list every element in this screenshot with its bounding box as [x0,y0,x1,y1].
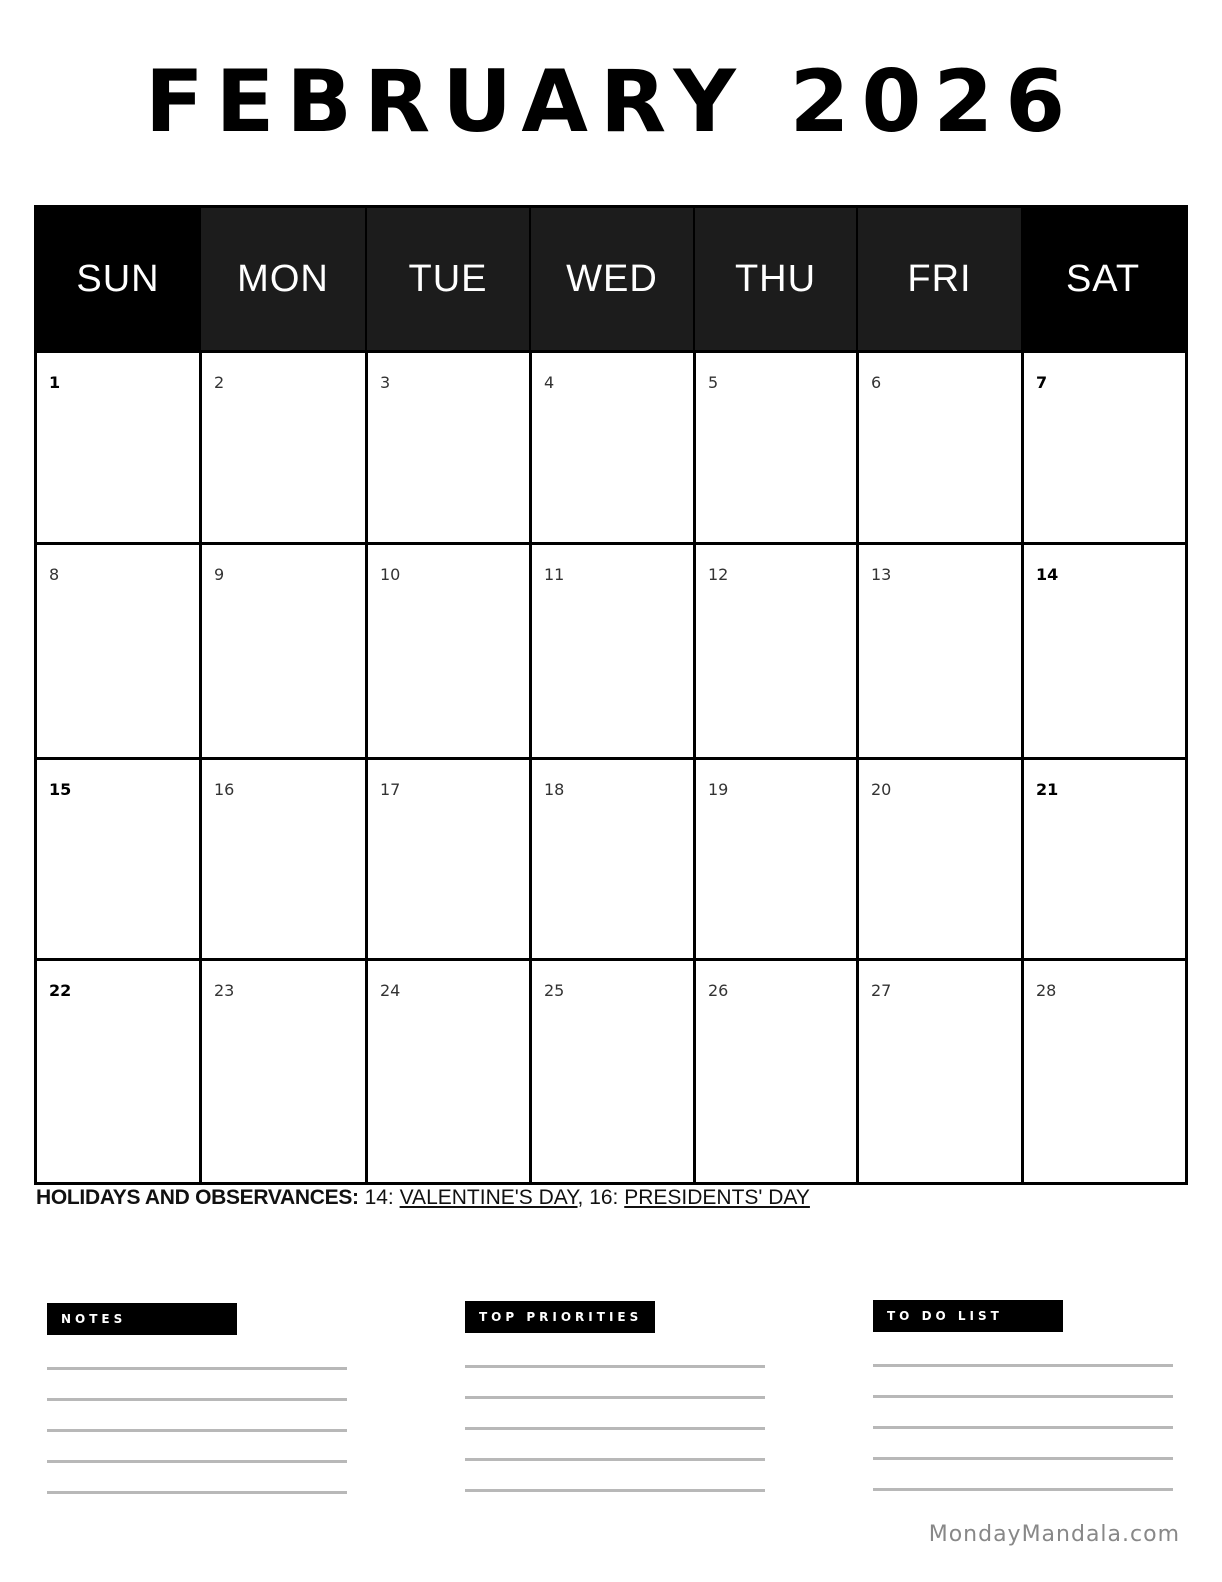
day-number: 12 [708,565,729,584]
day-number: 8 [49,565,60,584]
day-cell [199,350,365,542]
writing-line [873,1488,1173,1491]
day-number: 22 [49,981,72,1000]
holiday-separator: , [577,1186,590,1209]
day-number: 5 [708,373,719,392]
day-number: 25 [544,981,565,1000]
day-cell [1021,350,1185,542]
day-cell [529,757,693,958]
weekday-header-mon: MON [199,208,365,350]
weekday-header-wed: WED [529,208,693,350]
day-number: 24 [380,981,401,1000]
day-cell [1021,757,1185,958]
day-number: 9 [214,565,225,584]
writing-line [465,1396,765,1399]
writing-line [873,1457,1173,1460]
day-number: 20 [871,780,892,799]
holiday-day: 14: [364,1186,394,1209]
writing-line [465,1458,765,1461]
day-cell [365,757,529,958]
notes-section [47,1303,349,1494]
day-number: 14 [1036,565,1059,584]
day-cell [37,757,199,958]
day-cell [199,542,365,757]
day-number: 3 [380,373,391,392]
day-number: 10 [380,565,401,584]
day-cell [1021,958,1185,1182]
day-number: 2 [214,373,225,392]
writing-line [47,1367,347,1370]
day-cell [365,542,529,757]
calendar-grid [34,205,1188,1185]
day-cell [1021,542,1185,757]
day-cell [693,958,856,1182]
day-number: 16 [214,780,235,799]
day-number: 17 [380,780,401,799]
writing-line [873,1364,1173,1367]
day-number: 19 [708,780,729,799]
day-cell [529,958,693,1182]
writing-line [873,1395,1173,1398]
day-cell [693,542,856,757]
writing-line [47,1429,347,1432]
priorities-label: TOP PRIORITIES [465,1301,655,1333]
day-number: 15 [49,780,72,799]
writing-line [47,1398,347,1401]
writing-line [465,1427,765,1430]
day-cell [37,958,199,1182]
day-number: 4 [544,373,555,392]
day-cell [199,958,365,1182]
day-cell [856,350,1021,542]
day-number: 27 [871,981,892,1000]
day-number: 28 [1036,981,1057,1000]
day-number: 23 [214,981,235,1000]
page-title: FEBRUARY 2026 [144,52,1078,152]
day-number: 21 [1036,780,1059,799]
notes-label: NOTES [47,1303,237,1335]
writing-line [465,1365,765,1368]
day-cell [37,350,199,542]
day-cell [37,542,199,757]
footer-watermark: MondayMandala.com [928,1522,1180,1547]
day-cell [856,757,1021,958]
weekday-header-sun: SUN [37,208,199,350]
day-cell [365,350,529,542]
writing-line [465,1489,765,1492]
day-number: 6 [871,373,882,392]
holiday-link-valentines[interactable]: VALENTINE'S DAY [399,1186,578,1209]
writing-line [873,1426,1173,1429]
writing-line [47,1460,347,1463]
day-cell [365,958,529,1182]
day-number: 13 [871,565,892,584]
holidays-label: HOLIDAYS AND OBSERVANCES: [36,1186,359,1209]
holiday-day: 16: [589,1186,619,1209]
todo-section [873,1300,1175,1491]
writing-line [47,1491,347,1494]
todo-label: TO DO LIST [873,1300,1063,1332]
day-number: 1 [49,373,61,392]
day-cell [693,350,856,542]
day-number: 7 [1036,373,1048,392]
day-number: 11 [544,565,565,584]
holiday-link-presidents[interactable]: PRESIDENTS' DAY [624,1186,810,1209]
day-cell [856,958,1021,1182]
day-number: 18 [544,780,565,799]
weekday-header-sat: SAT [1021,208,1185,350]
weekday-header-tue: TUE [365,208,529,350]
weekday-header-fri: FRI [856,208,1021,350]
holidays-line [36,1186,810,1210]
day-cell [856,542,1021,757]
weekday-header-thu: THU [693,208,856,350]
day-cell [529,542,693,757]
priorities-section [465,1301,767,1492]
day-cell [529,350,693,542]
day-cell [693,757,856,958]
day-cell [199,757,365,958]
day-number: 26 [708,981,729,1000]
